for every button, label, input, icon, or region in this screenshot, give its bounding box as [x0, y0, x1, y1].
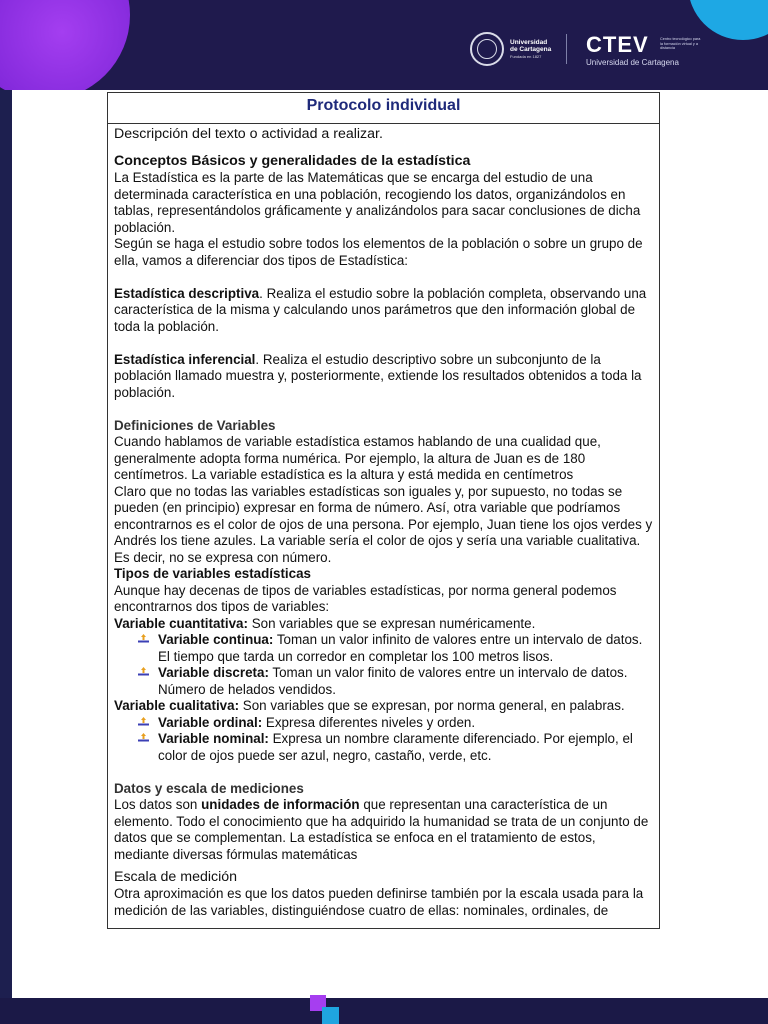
cuantitativa-line — [114, 616, 653, 633]
variables-heading: Definiciones de Variables — [114, 417, 276, 433]
logo-udc-line2: de Cartagena — [510, 45, 552, 53]
datos-paragraph — [114, 797, 653, 863]
variables-paragraph-2: Claro que no todas las variables estadísticas son iguales y, por supuesto, no todas se pueden (en principio) expresar en forma de número. Así, otra variable que podríamos encontrarnos es el color de ojos de una persona. Por ejemplo, Juan tiene los ojos verdes y Andrés los tiene azules. La variable sería el color de ojos y sería una variable cualitativa. Es decir, no se expresa con número. — [114, 483, 653, 565]
list-item-term: Variable ordinal: — [158, 714, 263, 730]
escala-paragraph: Otra aproximación es que los datos pueden definirse también por la escala usada para la medición de las variables, distinguiéndose cuatro de ellas: nominales, ordinales, de — [114, 886, 644, 918]
cualitativa-term: Variable cualitativa: — [114, 698, 240, 713]
list-item-text: Toman un valor finito de valores entre un intervalo de datos. Número de helados vendidos. — [158, 665, 628, 697]
universidad-cartagena-logo — [470, 32, 551, 66]
main-heading: Conceptos Básicos y generalidades de la estadística — [114, 153, 471, 169]
description-label: Descripción del texto o actividad a realizar. — [114, 126, 383, 142]
ctev-logo — [586, 32, 701, 67]
arrow-bullet-icon — [138, 667, 149, 678]
cuantitativa-term: Variable cuantitativa: — [114, 615, 248, 631]
datos-text-b: que representan una característica de un elemento. Todo el conocimiento que ha adquirido la humanidad se trata de un conjunto de datos que se complementan. La estadística se enfoca en el tratamiento de estos, mediante diversas fórmulas matemáticas — [114, 797, 649, 862]
list-item-text: Toman un valor infinito de valores entre un intervalo de datos. El tiempo que tarda un corredor en completar los 100 metros lisos. — [158, 632, 643, 664]
arrow-bullet-icon — [138, 733, 149, 744]
footer-bar — [0, 998, 768, 1024]
purple-decor-shape — [0, 0, 130, 90]
protocol-title: Protocolo individual — [108, 93, 659, 124]
arrow-bullet-icon — [138, 717, 149, 728]
logo-divider — [566, 34, 567, 64]
list-item — [138, 665, 653, 698]
ctev-logo-text: CTEV — [586, 32, 649, 57]
cyan-decor-shape — [688, 0, 768, 40]
datos-text-a: Los datos son — [114, 797, 202, 812]
list-item — [138, 715, 653, 732]
tipos-heading: Tipos de variables estadísticas — [114, 566, 311, 581]
escala-heading: Escala de medición — [114, 869, 238, 885]
descriptiva-term: Estadística descriptiva — [114, 285, 260, 301]
ctev-logo-subtitle: Universidad de Cartagena — [586, 58, 679, 67]
ctev-logo-tagline: Centro tecnológico para la formación virtual y a distancia — [660, 37, 701, 50]
cualitativa-line — [114, 698, 653, 715]
cualitativa-text: Son variables que se expresan, por norma general, en palabras. — [239, 698, 625, 713]
list-item-term: Variable continua: — [158, 632, 274, 647]
logo-udc-founded: Fundada en 1827 — [510, 53, 542, 59]
list-item-text: Expresa diferentes niveles y orden. — [262, 714, 476, 730]
logo-udc-line1: Universidad — [510, 38, 548, 46]
intro-paragraph-1: La Estadística es la parte de las Matemáticas que se encarga del estudio de una determinada característica en una población, recogiendo los datos, organizándolos en tablas, representándolos gráficamente y analizándolos para sacar conclusiones de dicha población. — [114, 170, 641, 235]
protocol-content — [108, 124, 659, 919]
list-item — [138, 632, 653, 665]
university-seal-icon — [470, 32, 504, 66]
list-item — [138, 731, 653, 764]
protocol-table — [107, 92, 660, 929]
cuantitativa-list — [114, 632, 653, 698]
inferencial-paragraph — [114, 352, 653, 402]
list-item-term: Variable nominal: — [158, 731, 269, 746]
list-item-term: Variable discreta: — [158, 665, 269, 680]
datos-bold-term: unidades de información — [201, 797, 360, 812]
variables-paragraph-1: Cuando hablamos de variable estadística estamos hablando de una cualidad que, generalmente adopta forma numérica. Por ejemplo, la altura de Juan es de 180 centímetros. La variable estadística es la altura y está medida en centímetros — [114, 434, 601, 482]
descriptiva-paragraph — [114, 286, 653, 336]
descriptiva-text: . Realiza el estudio sobre la población completa, observando una característica de la misma y calculando unos parámetros que den información global de toda la población. — [114, 285, 647, 334]
cualitativa-list — [114, 715, 653, 765]
cuantitativa-text: Son variables que se expresan numéricamente. — [247, 615, 536, 631]
header-band — [0, 0, 768, 90]
datos-heading: Datos y escala de mediciones — [114, 780, 304, 796]
inferencial-term: Estadística inferencial — [114, 351, 256, 367]
intro-paragraph-2: Según se haga el estudio sobre todos los elementos de la población o sobre un grupo de ella, vamos a diferenciar dos tipos de Estadística: — [114, 236, 643, 268]
cyan-decor-square — [322, 1007, 339, 1024]
tipos-paragraph: Aunque hay decenas de tipos de variables estadísticas, por norma general podemos encontrarnos dos tipos de variables: — [114, 582, 617, 614]
list-item-text: Expresa un nombre claramente diferenciado. Por ejemplo, el color de ojos puede ser azul, negro, castaño, verde, etc. — [158, 731, 633, 763]
arrow-bullet-icon — [138, 634, 149, 645]
inferencial-text: . Realiza el estudio descriptivo sobre un subconjunto de la población llamado muestra y, posteriormente, extiende los resultados obtenidos a toda la población. — [114, 351, 642, 400]
